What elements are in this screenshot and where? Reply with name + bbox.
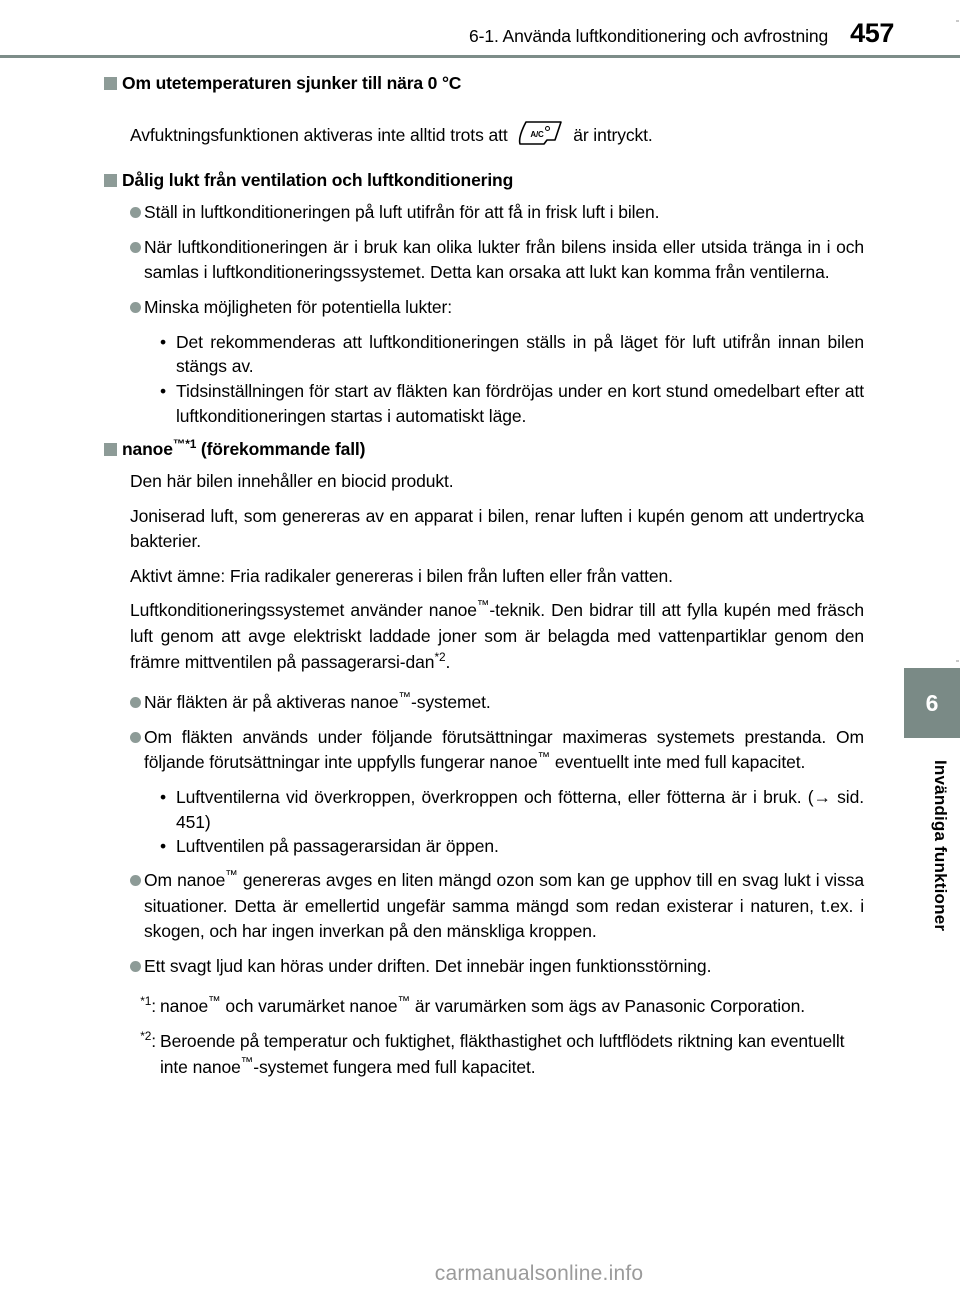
bullet-dot-icon [130, 242, 141, 253]
ac-button-icon [517, 120, 563, 146]
bullet-dot-icon [130, 302, 141, 313]
section-heading-label [122, 438, 365, 460]
list-item-post: eventuellt inte med full kapacitet. [550, 752, 806, 773]
sub-list-item [160, 785, 864, 835]
bullet-dot-icon [130, 697, 141, 708]
bullet-dot-icon [130, 961, 141, 972]
trademark-symbol: ™ [537, 750, 551, 765]
section-heading-bad-odor [104, 169, 864, 191]
trademark-symbol: ™ [172, 437, 186, 452]
footnote-1-number: 1 [144, 994, 152, 1009]
list-item-pre: Om fläkten används under följande förutsättningar maximeras systemets prestanda. Om följande förutsättningar inte uppfylls fungerar nanoe [144, 726, 864, 773]
footnote-2-number: 2 [144, 1029, 152, 1044]
spacer [104, 321, 864, 330]
footnote-1-colon: : [151, 996, 156, 1017]
footnote-2-colon: : [151, 1031, 156, 1052]
sub-list-item-label: Luftventilerna vid överkroppen, överkroppen och fötterna, eller fötterna är i bruk. (→ sid. 451) [176, 786, 864, 832]
footnote-1-marker [110, 994, 160, 1020]
footnote-2 [110, 1029, 864, 1080]
bullet-dot-icon [130, 732, 141, 743]
list-item [130, 954, 864, 980]
list-item-pre: Om nanoe [144, 870, 226, 891]
trademark-symbol: ™ [208, 994, 221, 1009]
header-divider [0, 55, 960, 58]
chapter-title-vertical: Invändiga funktioner [931, 760, 950, 932]
footnote-2-text-pre: Beroende på temperatur och fuktighet, fläkthastighet och luftflödets riktning kan eventuellt inte nanoe [160, 1031, 845, 1077]
section-heading-outside-temp [104, 72, 864, 94]
footnote-1-star [140, 995, 151, 1009]
list-item-label [144, 868, 864, 945]
spacer [104, 589, 864, 598]
footnote-2-marker [110, 1029, 160, 1055]
trademark-symbol: ™ [476, 598, 490, 613]
nanoe-tech-pre: Luftkonditioneringssystemet använder nanoe [130, 600, 477, 621]
footnote-1-text-post: är varumärken som ägs av Panasonic Corporation. [410, 996, 806, 1017]
footnote-1 [110, 994, 864, 1020]
sub-list-item [160, 330, 864, 380]
sub-list-item-label: Tidsinställningen för start av fläkten kan fördröjas under en kort stund omedelbart efter att luftkonditioneringen startas i automatiskt läge. [176, 381, 864, 427]
list-item [130, 868, 864, 945]
spacer [104, 945, 864, 954]
sub-list-item-label: Det rekommenderas att luftkonditioneringen ställs in på läget för luft utifrån innan bilen stängs av. [176, 331, 864, 377]
list-item-label [144, 690, 864, 716]
spacer [104, 226, 864, 235]
spacer [104, 1020, 864, 1029]
nanoe-word: nanoe [122, 438, 173, 459]
sub-bullet-dot-icon: • [160, 331, 167, 352]
footnote-2-text-mid: -systemet fungera med full kapacitet. [253, 1056, 536, 1077]
spacer [104, 94, 864, 120]
spacer [104, 429, 864, 438]
list-item-label: Minska möjligheten för potentiella lukter: [144, 296, 453, 317]
sub-list-item [160, 379, 864, 429]
edge-mark-mid [956, 660, 959, 662]
sub-list-item-label: Luftventilen på passagerarsidan är öppen. [176, 836, 499, 857]
page-content [104, 72, 864, 1080]
list-item-label [144, 725, 864, 776]
footnote-2-star-glyph: * [140, 1029, 145, 1044]
nanoe-paragraph-ionized: Joniserad luft, som genereras av en apparat i bilen, renar luften i kupén genom att undertrycka bakterier. [130, 505, 864, 552]
spacer [104, 979, 864, 994]
footnote-2-text [160, 1029, 864, 1080]
spacer [104, 495, 864, 504]
footnote-1-text-pre: nanoe [160, 996, 209, 1017]
list-item [130, 295, 864, 321]
bullet-dot-icon [130, 875, 141, 886]
list-item-label: Ett svagt ljud kan höras under driften. Det innebär ingen funktionsstörning. [144, 955, 712, 976]
list-item-post: -systemet. [410, 692, 491, 713]
header-title: 6-1. Använda luftkonditionering och avfrostning [468, 26, 829, 46]
footnote-2-star [140, 1029, 151, 1043]
list-item [130, 690, 864, 716]
sub-bullet-dot-icon: • [160, 786, 167, 807]
spacer [104, 776, 864, 785]
footnote-ref-1: *1 [185, 437, 197, 452]
watermark: carmanualsonline.info [434, 1262, 644, 1285]
sub-bullet-dot-icon: • [160, 836, 167, 857]
nanoe-paragraph-technology [130, 598, 864, 675]
spacer [104, 859, 864, 868]
spacer [104, 716, 864, 725]
dehumidify-text-after-icon: är intryckt. [573, 125, 653, 146]
section-heading-label: Dålig lukt från ventilation och luftkonditionering [122, 169, 514, 190]
edge-mark-top [956, 20, 959, 22]
nanoe-paragraph-active-substance: Aktivt ämne: Fria radikaler genereras i bilen från luften eller från vatten. [130, 565, 673, 586]
footnote-1-text [160, 994, 864, 1020]
ac-icon-label: A/C [530, 130, 544, 140]
section-heading-label: Om utetemperaturen sjunker till nära 0 °C [122, 73, 462, 93]
sub-bullet-dot-icon: • [160, 381, 167, 402]
section-marker-icon [104, 174, 117, 187]
spacer [104, 191, 864, 200]
list-item-label: Ställ in luftkonditioneringen på luft utifrån för att få in frisk luft i bilen. [144, 202, 660, 223]
trademark-symbol: ™ [398, 690, 411, 705]
section-marker-icon [104, 77, 117, 90]
footnote-1-star-glyph: * [140, 994, 145, 1009]
spacer [104, 149, 864, 169]
trademark-symbol: ™ [240, 1054, 254, 1069]
spacer [104, 555, 864, 564]
page-header [0, 18, 908, 49]
dehumidify-paragraph [130, 120, 864, 149]
footnote-ref-2: *2 [434, 649, 446, 664]
list-item [130, 235, 864, 286]
nanoe-tech-end: . [445, 651, 451, 672]
page-number: 457 [850, 18, 894, 48]
section-heading-nanoe [104, 438, 864, 460]
sub-list-item [160, 834, 864, 859]
footnote-1-text-mid: och varumärket nanoe [220, 996, 398, 1017]
section-marker-icon [104, 443, 117, 456]
list-item-post: genereras avges en liten mängd ozon som kan ge upphov till en svag lukt i vissa situationer. Detta är emellertid ungefär samma mängd som redan existerar i naturen, t.ex. i skogen, och har ingen inverkan på den mänskliga kroppen. [144, 870, 864, 942]
list-item-label: När luftkonditioneringen är i bruk kan olika lukter från bilens insida eller utsida tränga in i och samlas i luftkonditioneringssystemet. Detta kan orsaka att lukt kan komma från ventilerna. [144, 236, 864, 283]
list-item [130, 725, 864, 776]
nanoe-heading-suffix: (förekommande fall) [196, 438, 366, 459]
spacer [104, 675, 864, 690]
trademark-symbol: ™ [225, 868, 238, 883]
spacer [104, 286, 864, 295]
trademark-symbol: ™ [397, 994, 411, 1009]
list-item-pre: När fläkten är på aktiveras nanoe [144, 692, 399, 713]
list-item [130, 200, 864, 226]
spacer [104, 460, 864, 469]
dehumidify-text-before-icon: Avfuktningsfunktionen aktiveras inte alltid trots att [130, 125, 508, 146]
nanoe-tech-mid: -teknik. Den bidrar till att fylla kupén med fräsch luft genom att avge elektriskt laddade joner som är belagda med vattenpartiklar genom den främre mittventilen på passagerarsi-dan [130, 600, 864, 672]
chapter-number-tab [904, 668, 960, 738]
bullet-dot-icon [130, 207, 141, 218]
chapter-number: 6 [925, 689, 939, 716]
nanoe-paragraph-biocid: Den här bilen innehåller en biocid produkt. [130, 471, 454, 492]
